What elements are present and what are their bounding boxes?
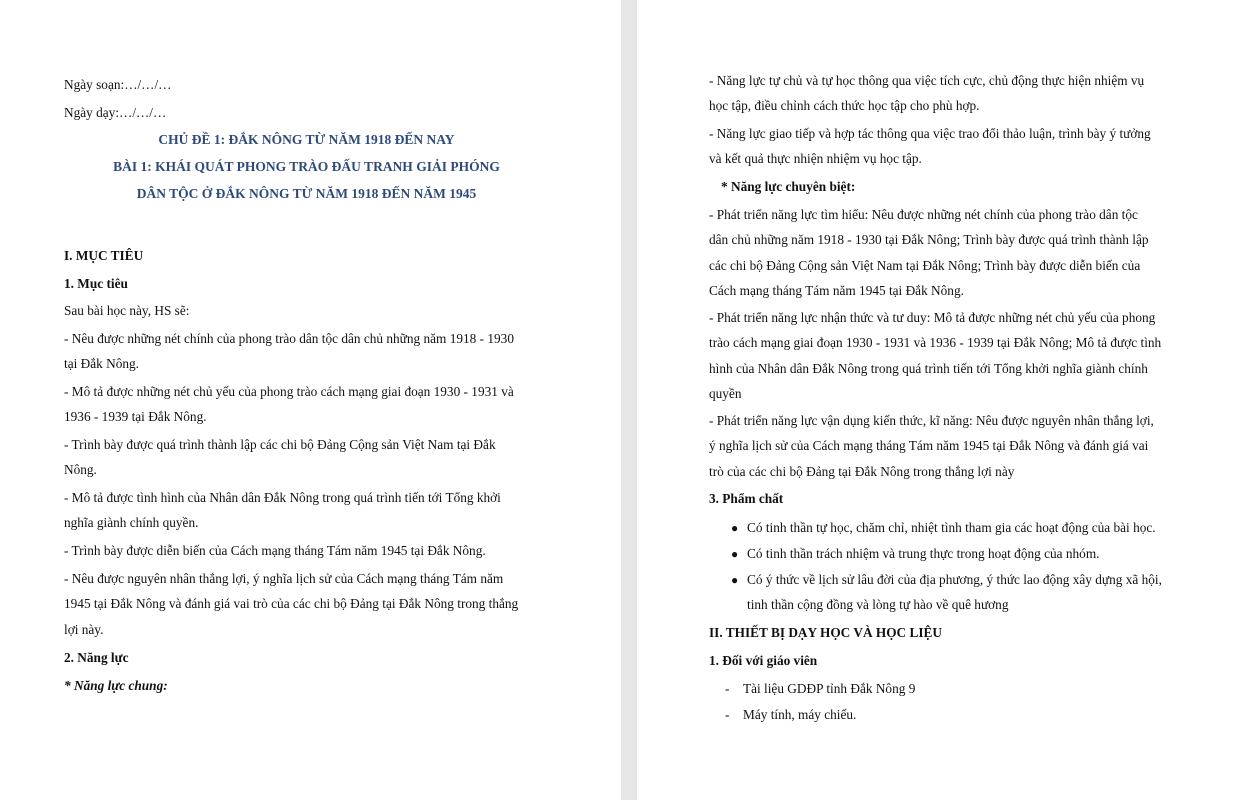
subsection-teacher: 1. Đối với giáo viên [709,653,818,668]
specific-item-3-line-3: trò của các chi bộ Đảng tại Đắk Nông trong thắng lợi này [709,464,1015,479]
objective-5-line-1: - Trình bày được diễn biến của Cách mạng tháng Tám năm 1945 tại Đắk Nông. [64,543,486,558]
specific-item-1-line-4: Cách mạng tháng Tám năm 1945 tại Đắk Nông. [709,283,964,298]
specific-item-2-line-1: - Phát triển năng lực nhận thức và tư duy: Mô tả được những nét chủ yếu của phong [709,310,1156,325]
topic-title: CHỦ ĐỀ 1: ĐẮK NÔNG TỪ NĂM 1918 ĐẾN NAY [158,132,455,147]
objective-2-line-1: - Mô tả được những nét chủ yếu của phong trào cách mạng giai đoạn 1930 - 1931 và [64,384,514,399]
general-item-1-line-2: học tập, điều chỉnh cách thức học tập cho phù hợp. [709,98,980,113]
general-competence-heading: * Năng lực chung: [64,678,168,693]
objective-4-line-1: - Mô tả được tình hình của Nhân dân Đắk Nông trong quá trình tiến tới Tổng khởi [64,490,501,505]
subsection-qualities: 3. Phẩm chất [709,491,784,506]
section-equipment-heading: II. THIẾT BỊ DẠY HỌC VÀ HỌC LIỆU [709,625,943,640]
lesson-title-line-2: DÂN TỘC Ở ĐẮK NÔNG TỪ NĂM 1918 ĐẾN NĂM 1945 [136,186,477,201]
objective-4-line-2: nghĩa giành chính quyền. [64,515,199,530]
general-item-2-line-1: - Năng lực giao tiếp và hợp tác thông qua việc trao đổi thảo luận, trình bày ý tưởng [709,126,1151,141]
objective-3-line-2: Nông. [64,462,97,477]
objective-6-line-1: - Nêu được nguyên nhân thắng lợi, ý nghĩa lịch sử của Cách mạng tháng Tám năm [64,571,504,586]
dash-marker: - [725,681,730,696]
objective-2-line-2: 1936 - 1939 tại Đắk Nông. [64,409,207,424]
quality-item-3-text-line-1: Có ý thức về lịch sử lâu đời của địa phương, ý thức lao động xây dựng xã hội, [747,572,1162,587]
quality-item-1-text: Có tinh thần tự học, chăm chỉ, nhiệt tình tham gia các hoạt động của bài học. [747,520,1156,535]
objectives-intro: Sau bài học này, HS sẽ: [64,303,190,318]
prep-date: Ngày soạn:…/…/… [64,77,172,92]
section-objectives-heading: I. MỤC TIÊU [64,248,144,263]
specific-competence-heading: * Năng lực chuyên biệt: [721,179,856,194]
quality-item-2-text: Có tinh thần trách nhiệm và trung thực trong hoạt động của nhóm. [747,546,1100,561]
teacher-item-1-text: Tài liệu GDĐP tỉnh Đắk Nông 9 [743,681,916,696]
specific-item-1-line-2: dân chủ những năm 1918 - 1930 tại Đắk Nông; Trình bày được quá trình thành lập [709,232,1149,247]
specific-item-2-line-3: hình của Nhân dân Đắk Nông trong quá trình tiến tới Tổng khởi nghĩa giành chính [709,361,1148,376]
objective-3-line-1: - Trình bày được quá trình thành lập các chi bộ Đảng Cộng sản Việt Nam tại Đắk [64,437,496,452]
objective-1-line-2: tại Đắk Nông. [64,356,139,371]
document-page-right [637,0,1255,800]
objective-6-line-3: lợi này. [64,622,104,637]
objective-6-line-2: 1945 tại Đắk Nông và đánh giá vai trò của các chi bộ Đảng tại Đắk Nông trong thắng [64,596,519,611]
bullet-icon: ● [731,547,739,561]
general-item-2-line-2: và kết quả thực nhiện nhiệm vụ học tập. [709,151,922,166]
objective-1-line-1: - Nêu được những nét chính của phong trào dân tộc dân chủ những năm 1918 - 1930 [64,331,514,346]
general-item-1-line-1: - Năng lực tự chủ và tự học thông qua việc tích cực, chủ động thực hiện nhiệm vụ [709,73,1145,88]
dash-marker: - [725,707,730,722]
lesson-title-line-1: BÀI 1: KHÁI QUÁT PHONG TRÀO ĐẤU TRANH GIẢI PHÓNG [113,159,500,174]
subsection-competence: 2. Năng lực [64,650,129,665]
specific-item-1-line-3: các chi bộ Đảng Cộng sản Việt Nam tại Đắk Nông; Trình bày được diễn biến của [709,258,1141,273]
specific-item-3-line-1: - Phát triển năng lực vận dụng kiến thức, kĩ năng: Nêu được nguyên nhân thắng lợi, [709,413,1154,428]
specific-item-1-line-1: - Phát triển năng lực tìm hiểu: Nêu được những nét chính của phong trào dân tộc [709,207,1138,222]
bullet-icon: ● [731,521,739,535]
teach-date: Ngày dạy:…/…/… [64,105,167,120]
document-page-left [0,0,621,800]
specific-item-2-line-2: trào cách mạng giai đoạn 1930 - 1931 và 1936 - 1939 tại Đắk Nông; Mô tả được tình [709,335,1162,350]
subsection-objectives: 1. Mục tiêu [64,276,128,291]
bullet-icon: ● [731,573,739,587]
quality-item-3-text-line-2: tinh thần cộng đồng và lòng tự hào về quê hương [747,597,1009,612]
teacher-item-2-text: Máy tính, máy chiếu. [743,707,857,722]
specific-item-3-line-2: ý nghĩa lịch sử của Cách mạng tháng Tám năm 1945 tại Đắk Nông và đánh giá vai [709,438,1149,453]
specific-item-2-line-4: quyền [709,386,742,401]
